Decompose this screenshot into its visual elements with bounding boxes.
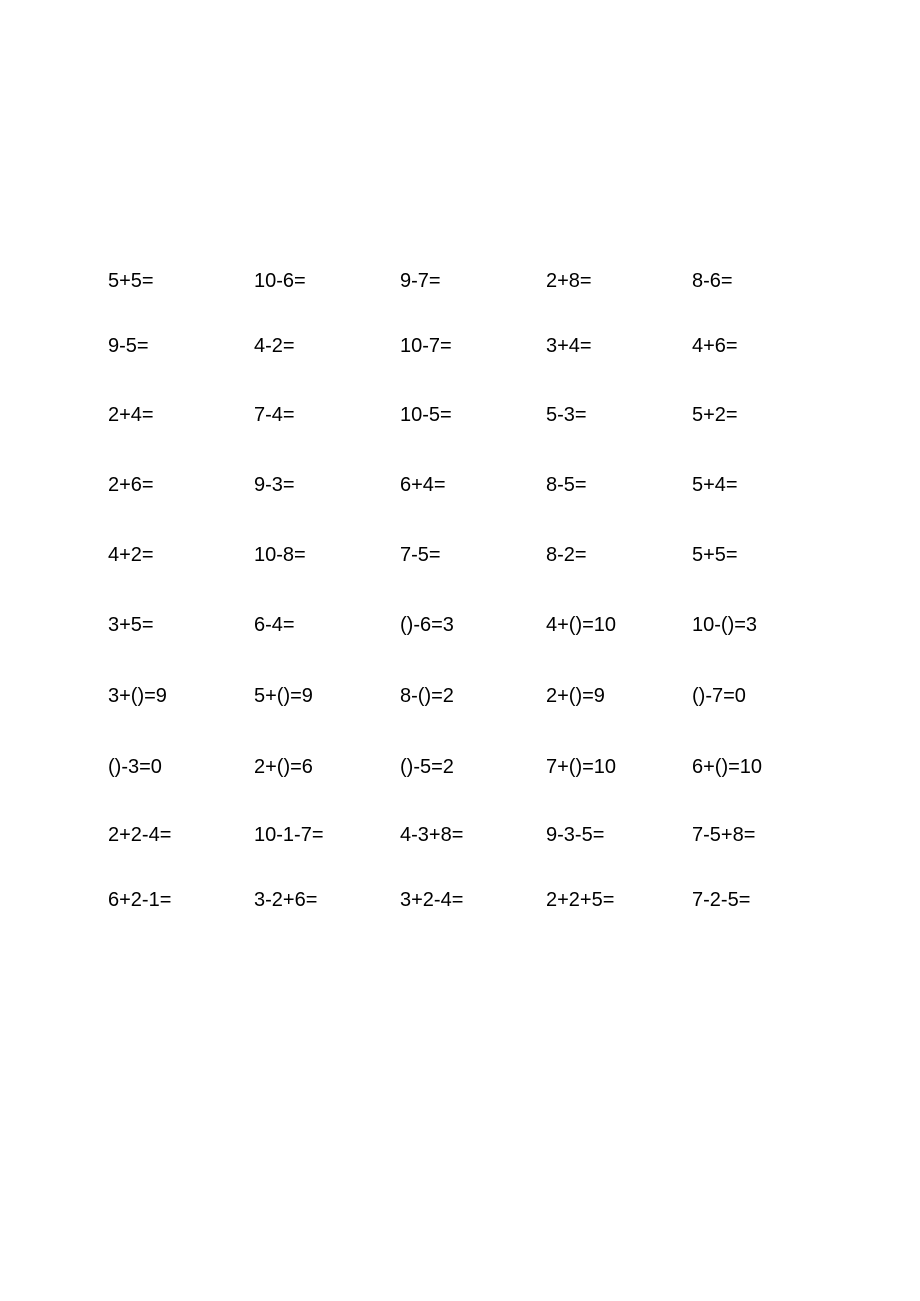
problem: 3+4=: [546, 335, 592, 357]
problem: 4-3+8=: [400, 824, 464, 846]
problem: 9-3=: [254, 474, 295, 496]
arithmetic-worksheet: [108, 0, 848, 1301]
problem-row-4: [108, 471, 848, 499]
problem: 7-4=: [254, 404, 295, 426]
problem: 7-2-5=: [692, 889, 751, 911]
problem: 5+4=: [692, 474, 738, 496]
problem: 5+5=: [692, 544, 738, 566]
problem: 7-5=: [400, 544, 441, 566]
problem: 5-3=: [546, 404, 587, 426]
problem-row-3: [108, 401, 848, 429]
problem: 8-5=: [546, 474, 587, 496]
problem: 9-5=: [108, 335, 149, 357]
problem: ()-7=0: [692, 685, 746, 707]
problem: 5+()=9: [254, 685, 313, 707]
problem: 4-2=: [254, 335, 295, 357]
problem-row-5: [108, 541, 848, 569]
problem: 3+()=9: [108, 685, 167, 707]
problem: 9-3-5=: [546, 824, 605, 846]
problem: 5+5=: [108, 270, 154, 292]
problem: 4+6=: [692, 335, 738, 357]
problem: 4+()=10: [546, 614, 617, 636]
problem: 5+2=: [692, 404, 738, 426]
problem-row-9: [108, 821, 848, 849]
problem: 3+5=: [108, 614, 154, 636]
problem: 10-6=: [254, 270, 306, 292]
problem-row-10: [108, 886, 848, 914]
problem: 2+2-4=: [108, 824, 172, 846]
problem: 2+2+5=: [546, 889, 615, 911]
problem: 4+2=: [108, 544, 154, 566]
problem: 9-7=: [400, 270, 441, 292]
problem: 7-5+8=: [692, 824, 756, 846]
problem: 10-5=: [400, 404, 452, 426]
problem: 8-6=: [692, 270, 733, 292]
problem: 10-7=: [400, 335, 452, 357]
problem: 2+()=6: [254, 756, 313, 778]
problem: 6-4=: [254, 614, 295, 636]
problem-row-8: [108, 753, 848, 781]
problem: 6+2-1=: [108, 889, 172, 911]
problem: 3-2+6=: [254, 889, 318, 911]
problem: 2+()=9: [546, 685, 605, 707]
problem: 2+4=: [108, 404, 154, 426]
problem: 3+2-4=: [400, 889, 464, 911]
problem: 10-()=3: [692, 614, 758, 636]
problem: 6+()=10: [692, 756, 763, 778]
problem: ()-3=0: [108, 756, 162, 778]
problem-row-6: [108, 611, 848, 639]
problem: 7+()=10: [546, 756, 617, 778]
problem: 2+6=: [108, 474, 154, 496]
problem: 8-2=: [546, 544, 587, 566]
problem-row-2: [108, 332, 848, 360]
problem: 10-1-7=: [254, 824, 324, 846]
problem: 6+4=: [400, 474, 446, 496]
problem: 10-8=: [254, 544, 306, 566]
problem: 2+8=: [546, 270, 592, 292]
problem: ()-6=3: [400, 614, 454, 636]
problem-row-7: [108, 682, 848, 710]
problem-row-1: [108, 267, 848, 295]
problem: 8-()=2: [400, 685, 454, 707]
problem: ()-5=2: [400, 756, 454, 778]
